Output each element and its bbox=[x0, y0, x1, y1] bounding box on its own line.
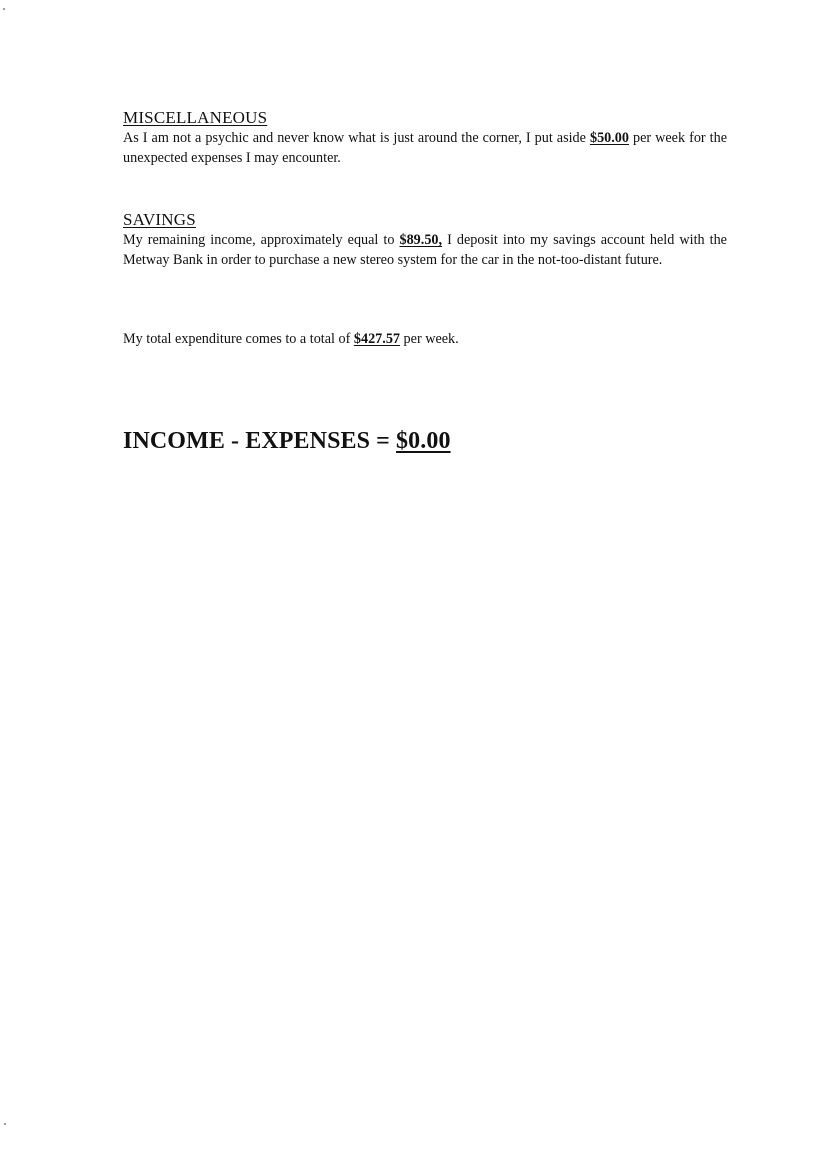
savings-amount: $89.50, bbox=[399, 232, 443, 248]
equation-label: INCOME - EXPENSES = bbox=[123, 428, 397, 454]
total-amount: $427.57 bbox=[353, 331, 400, 347]
savings-text-end: I deposit into my savings account held with the Metway Bank in order to purchase a new stereo system for the car in the not-too-distant future. bbox=[123, 232, 727, 268]
miscellaneous-paragraph bbox=[123, 128, 727, 168]
miscellaneous-text-end: per week for the unexpected expenses I may encounter. bbox=[123, 130, 727, 166]
savings-text-start: My remaining income, approximately equal to bbox=[123, 232, 400, 248]
scan-speck bbox=[3, 8, 5, 10]
miscellaneous-amount: $50.00 bbox=[589, 130, 629, 146]
total-text-end: per week. bbox=[400, 331, 459, 347]
scan-speck bbox=[4, 1123, 6, 1125]
total-paragraph bbox=[123, 329, 727, 349]
savings-section bbox=[123, 210, 727, 270]
miscellaneous-text-start: As I am not a psychic and never know what is just around the corner, I put aside bbox=[123, 130, 590, 146]
total-text-start: My total expenditure comes to a total of bbox=[123, 331, 354, 347]
equation-result: $0.00 bbox=[396, 428, 451, 454]
miscellaneous-section bbox=[123, 108, 727, 168]
total-section bbox=[123, 329, 727, 349]
savings-heading: SAVINGS bbox=[123, 210, 196, 229]
miscellaneous-heading: MISCELLANEOUS bbox=[123, 108, 268, 127]
savings-paragraph bbox=[123, 230, 727, 270]
income-expenses-equation bbox=[123, 424, 451, 458]
